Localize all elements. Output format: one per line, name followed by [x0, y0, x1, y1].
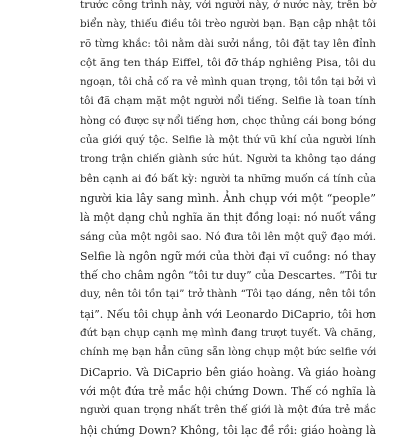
text-line: người kia lây sang mình. Ảnh chụp với một “people”	[80, 191, 376, 205]
text-line: đứt bạn chụp cạnh mẹ mình đang trượt tuyết. Và chăng,	[80, 327, 376, 340]
text-line: DiCaprio. Và DiCaprio bên giáo hoàng. Và giáo hoàng	[80, 365, 376, 379]
text-line: bên cạnh ai đó bất kỳ: người ta những muốn cá tính của	[80, 172, 376, 185]
text-line: ngoạn, tôi chả cố ra vẻ mình quan trọng, tôi tồn tại bởi vì	[80, 77, 376, 89]
text-line: hội chứng Down? Không, tôi lạc đề rồi: giáo hoàng là	[80, 423, 377, 437]
text-line: trước công trình này, với người này, ở nước này, trên bờ	[80, 0, 376, 11]
text-line: sáng của một ngôi sao. Nó đưa tôi lên một quỹ đạo mới.	[80, 230, 376, 243]
text-line: Selfie là ngôn ngữ mới của thời đại vĩ cuồng: nó thay	[80, 249, 376, 263]
text-line: với một đứa trẻ mắc hội chứng Down. Thế có nghĩa là	[80, 384, 376, 398]
text-line: tôi đã chạm mặt một người nổi tiếng. Selfie là toan tính	[80, 95, 376, 108]
text-line: duy, nên tôi tồn tại” trở thành “Tôi tạo dáng, nên tôi tồn	[80, 288, 376, 301]
body-text	[80, 0, 376, 440]
text-line: là một dạng chủ nghĩa ăn thịt đồng loại: nó nuốt vầng	[80, 211, 376, 225]
text-line: thế cho châm ngôn “tôi tư duy” của Descartes. “Tôi tư	[80, 269, 377, 283]
text-line: biển này, thiếu điều tôi trèo người bạn. Bạn cập nhật tôi	[80, 18, 376, 31]
text-line: của giới quý tộc. Selfie là một thứ vũ khí của người lính	[80, 134, 376, 147]
text-line: người quan trọng nhất trên thế giới là một đứa trẻ mắc	[80, 404, 376, 417]
text-line: chính mẹ bạn hẳn cũng sẵn lòng chụp một bức selfie với	[80, 346, 377, 359]
text-line: hòng có được sự nổi tiếng hơn, chọc thủng cái bong bóng	[80, 115, 377, 127]
text-line: tại”. Nếu tôi chụp ảnh với Leonardo DiCaprio, tôi hơn	[80, 307, 376, 321]
text-line: trong trận chiến giành sức hút. Người ta không tạo dáng	[80, 154, 376, 166]
text-line: rõ từng khắc: tôi nằm dài sưởi nắng, tôi đặt tay lên đỉnh	[80, 37, 376, 50]
text-line: cột ăng ten tháp Eiffel, tôi đỡ tháp nghiêng Pisa, tôi du	[80, 56, 376, 69]
